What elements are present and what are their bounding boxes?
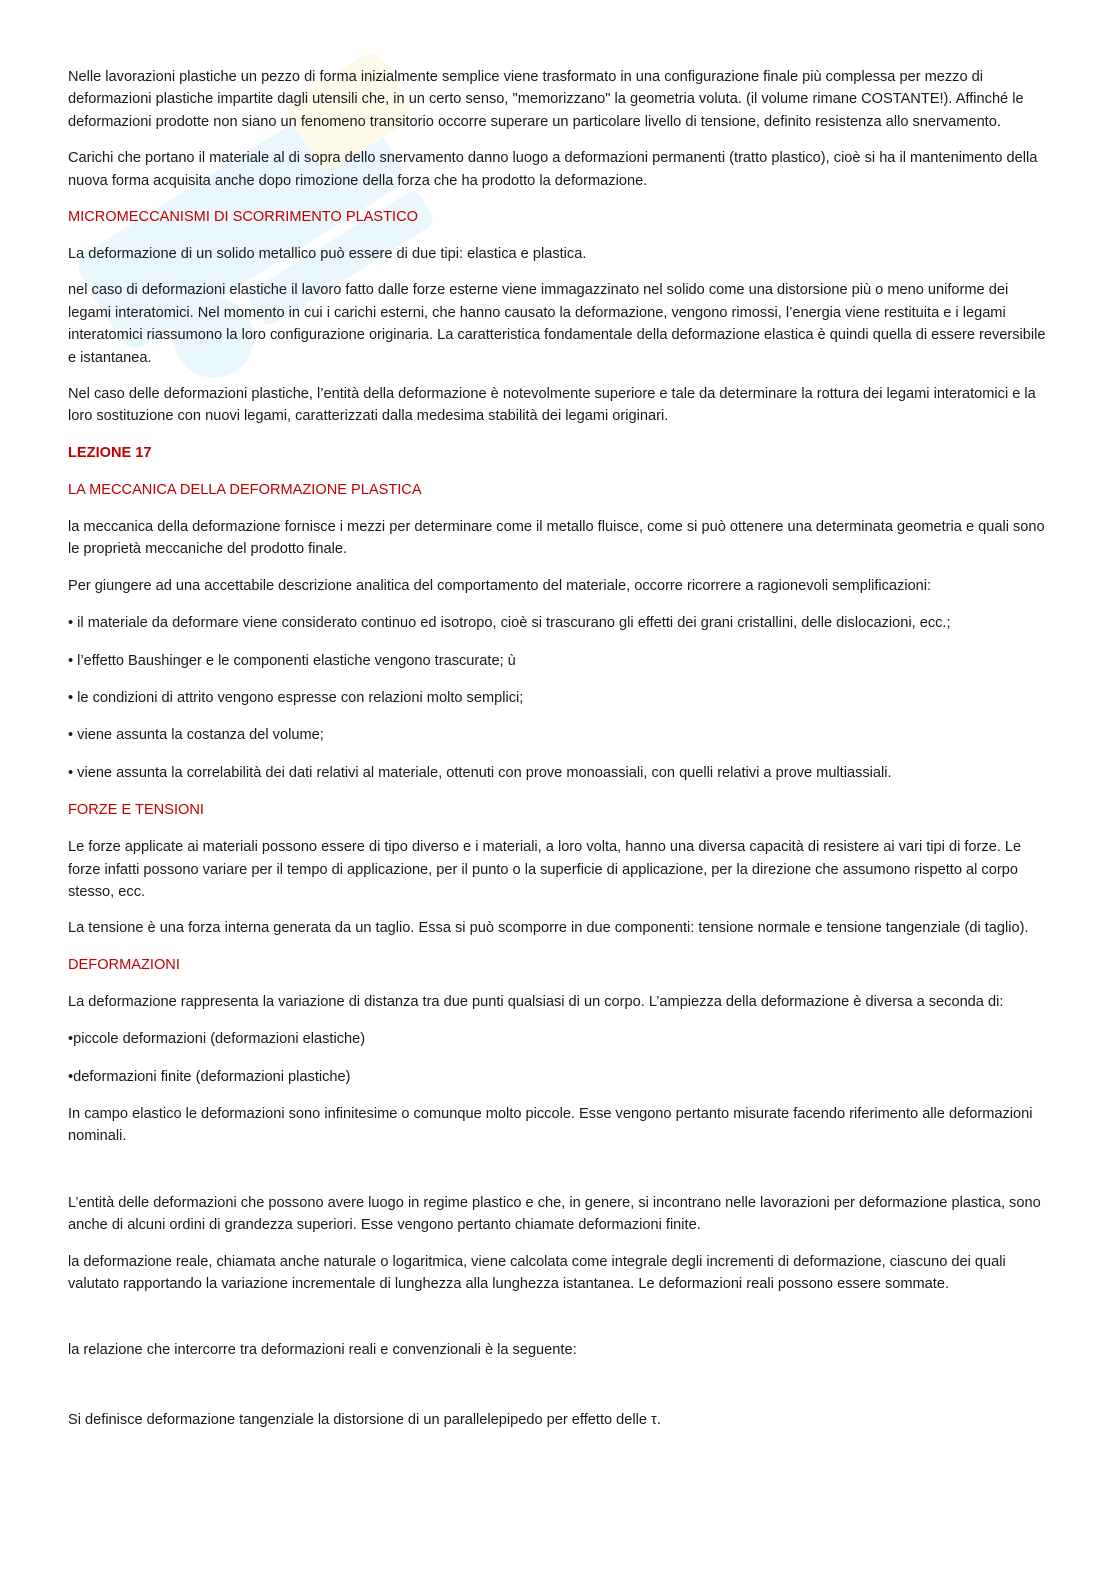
list-item: • il materiale da deformare viene considerato continuo ed isotropo, cioè si trascurano gli effetti dei grani cristallini, delle dislocazioni, ecc.; [68,615,951,632]
list-item: •deformazioni finite (deformazioni plastiche) [68,1068,351,1085]
list-item: • l’effetto Baushinger e le componenti elastiche vengono trascurate; ù [68,652,516,669]
paragraph: Si definisce deformazione tangenziale la distorsione di un parallelepipedo per effetto delle τ. [68,1411,661,1428]
section-heading: DEFORMAZIONI [68,956,180,973]
paragraph: Carichi che portano il materiale al di sopra dello snervamento danno luogo a deformazioni permanenti (tratto plastico), cioè si ha il mantenimento della nuova forma acquisita anche dopo rimozione della forza che ha prodotto la deformazione. [68,150,1038,189]
section-heading: FORZE E TENSIONI [68,802,204,819]
blank-spacer [68,1148,1046,1192]
paragraph: La tensione è una forza interna generata da un taglio. Essa si può scomporre in due componenti: tensione normale e tensione tangenziale (di taglio). [68,920,1029,937]
paragraph: L’entità delle deformazioni che possono avere luogo in regime plastico e che, in genere, si incontrano nelle lavorazioni per deformazione plastica, sono anche di alcuni ordini di grandezza superiori. Esse vengono pertanto chiamate deformazioni finite. [68,1194,1041,1234]
section-heading: MICROMECCANISMI DI SCORRIMENTO PLASTICO [68,209,419,226]
paragraph: In campo elastico le deformazioni sono infinitesime o comunque molto piccole. Esse vengono pertanto misurate facendo riferimento alle deformazioni nominali. [68,1105,1033,1145]
paragraph: la deformazione reale, chiamata anche naturale o logaritmica, viene calcolata come integrale degli incrementi di deformazione, ciascuno dei quali valutato rapportando la variazione incrementale di lunghezza alla lunghezza istantanea. Le deformazioni reali possono essere sommate. [68,1253,1006,1292]
paragraph: Nel caso delle deformazioni plastiche, l’entità della deformazione è notevolmente superiore e tale da determinare la rottura dei legami interatomici e la loro sostituzione con nuovi legami, caratterizzati dalla medesima stabilità dei legami originari. [68,386,1036,425]
blank-spacer [68,1295,1046,1339]
paragraph: La deformazione di un solido metallico può essere di due tipi: elastica e plastica. [68,246,587,263]
paragraph: la relazione che intercorre tra deformazioni reali e convenzionali è la seguente: [68,1342,577,1359]
list-item: • le condizioni di attrito vengono espresse con relazioni molto semplici; [68,689,524,706]
blank-spacer [68,1362,1046,1409]
list-item: • viene assunta la correlabilità dei dati relativi al materiale, ottenuti con prove monoassiali, con quelli relativi a prove multiassiali. [68,764,892,781]
paragraph: Nelle lavorazioni plastiche un pezzo di forma inizialmente semplice viene trasformato in una configurazione finale più complessa per mezzo di deformazioni plastiche impartite dagli utensili che, in un certo senso, "memorizzano" la geometria voluta. (il volume rimane COSTANTE!). Affinché le deformazioni prodotte non siano un fenomeno transitorio occorre superare un particolare livello di tensione, definito resistenza allo snervamento. [68,69,1024,130]
lesson-heading: LEZIONE 17 [68,444,152,461]
paragraph: La deformazione rappresenta la variazione di distanza tra due punti qualsiasi di un corpo. L’ampiezza della deformazione è diversa a seconda di: [68,993,1004,1010]
paragraph: nel caso di deformazioni elastiche il lavoro fatto dalle forze esterne viene immagazzinato nel solido come una distorsione più o meno uniforme dei legami interatomici. Nel momento in cui i carichi esterni, che hanno causato la deformazione, vengono rimossi, l’energia viene restituita e i legami interatomici riassumono la loro configurazione originaria. La caratteristica fondamentale della deformazione elastica è quindi quella di essere reversibile e istantanea. [68,282,1046,366]
document-page [68,66,1046,1431]
list-item: • viene assunta la costanza del volume; [68,727,324,744]
paragraph: la meccanica della deformazione fornisce i mezzi per determinare come il metallo fluisce, come si può ottenere una determinata geometria e quali sono le proprietà meccaniche del prodotto finale. [68,518,1045,558]
paragraph: Le forze applicate ai materiali possono essere di tipo diverso e i materiali, a loro volta, hanno una diversa capacità di resistere ai vari tipi di forze. Le forze infatti possono variare per il tempo di applicazione, per il punto o la superficie di applicazione, per la direzione che assumono rispetto al corpo stesso, ecc. [68,839,1022,900]
list-item: •piccole deformazioni (deformazioni elastiche) [68,1031,366,1048]
section-heading: LA MECCANICA DELLA DEFORMAZIONE PLASTICA [68,481,422,498]
paragraph: Per giungere ad una accettabile descrizione analitica del comportamento del materiale, occorre ricorrere a ragionevoli semplificazioni: [68,577,932,594]
